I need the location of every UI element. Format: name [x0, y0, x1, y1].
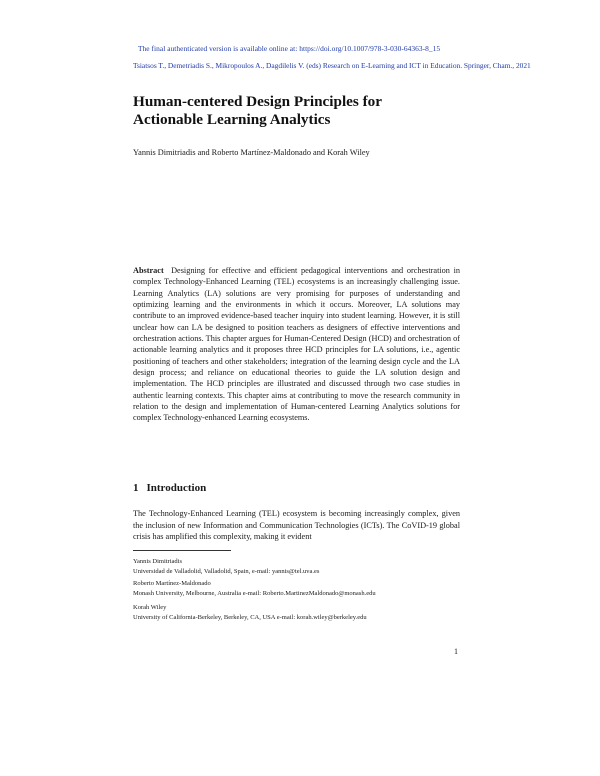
- footnote-name: Roberto Martínez-Maldonado: [133, 580, 211, 587]
- doi-notice: The final authenticated version is available online at: https://doi.org/10.1007/978-3-030-64363-8_15: [138, 44, 441, 53]
- abstract-text: Designing for effective and efficient pedagogical interventions and orchestration in complex Technology-Enhanced Learning (TEL) ecosystems is an increasingly challenging issue. Learning Analytics (LA) solutions are very promising for purposes of understanding and optimizing learning and the environments in which it occurs. Moreover, LA solutions may contribute to an improved evidence-based teacher inquiry into student learning. However, it is still unclear how can LA be designed to position teachers as designers of effective interventions and orchestration actions. This chapter argues for Human-Centered Design (HCD) and orchestration of actionable learning analytics and it proposes three HCD principles for LA solutions, i.e., agentic positioning of teachers and other stakeholders; integration of the learning design cycle and the LA design process; and reliance on educational theories to guide the LA solution design and implementation. The HCD principles are illustrated and discussed through two case studies in authentic learning contexts. This chapter aims at contributing to move the research community in relation to the design and implementation of Human-centered Learning Analytics solutions for complex Technology-enhanced Learning ecosystems.: [133, 266, 461, 423]
- title-line-1: Human-centered Design Principles for: [133, 93, 383, 110]
- footnote-author-3: [133, 603, 473, 622]
- footnote-author-2: [133, 579, 473, 598]
- section-title: Introduction: [146, 482, 207, 494]
- citation-notice: Tsiatsos T., Demetriadis S., Mikropoulos A., Dagdilelis V. (eds) Research on E-Learning and ICT in Education. Springer, Cham., 2021: [133, 61, 531, 70]
- footnote-name: Yannis Dimitriadis: [133, 558, 182, 565]
- section-number: 1: [133, 482, 139, 494]
- author-list: Yannis Dimitriadis and Roberto Martínez-Maldonado and Korah Wiley: [133, 148, 370, 157]
- page-number: 1: [454, 647, 458, 656]
- footnote-author-1: [133, 557, 473, 576]
- footnote-name: Korah Wiley: [133, 604, 167, 611]
- footnote-affiliation: Universidad de Valladolid, Valladolid, Spain, e-mail: yannis@tel.uva.es: [133, 567, 320, 575]
- paper-title: [133, 93, 463, 128]
- footnote-affiliation: Monash University, Melbourne, Australia e-mail: Roberto.MartinezMaldonado@monash.edu: [133, 589, 376, 597]
- footnote-divider: [133, 550, 231, 551]
- section-heading: [133, 482, 206, 494]
- title-line-2: Actionable Learning Analytics: [133, 110, 331, 128]
- abstract-label: Abstract: [133, 266, 164, 275]
- abstract: [133, 265, 460, 424]
- section-body: The Technology-Enhanced Learning (TEL) ecosystem is becoming increasingly complex, given the inclusion of new Information and Communication Technologies (ICTs). The CoVID-19 global crisis has amplified this complexity, making it evident: [133, 509, 460, 542]
- footnote-affiliation: University of California-Berkeley, Berkeley, CA, USA e-mail: korah.wiley@berkeley.edu: [133, 613, 367, 621]
